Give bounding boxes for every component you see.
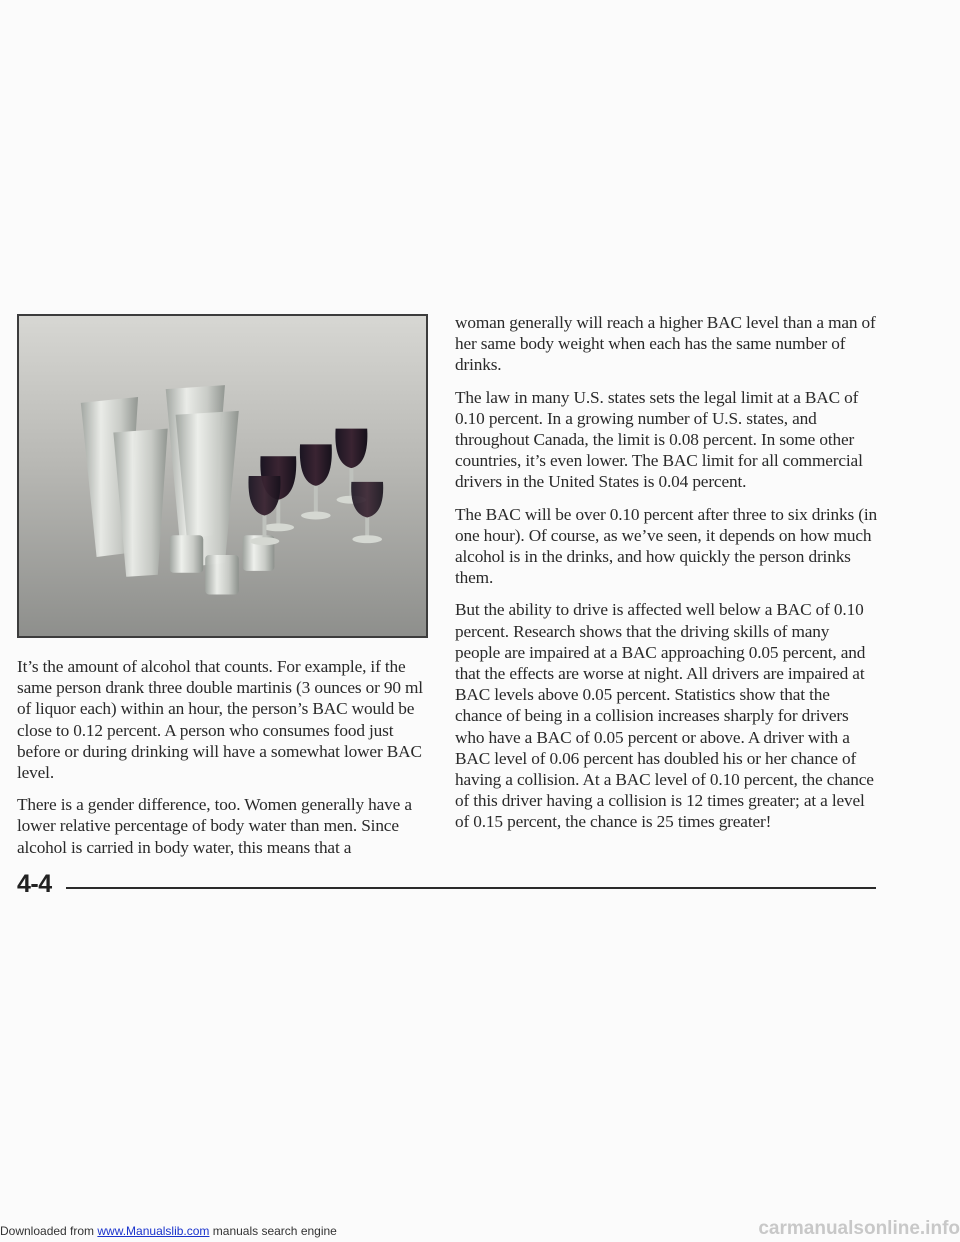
watermark: carmanualsonline.info [758,1218,960,1239]
paragraph: There is a gender difference, too. Women generally have a lower relative percentage of body water than men. Since alcohol is carried in body water, this means that a [17,795,412,857]
footer-rule [66,887,876,889]
download-prefix: Downloaded from [0,1224,98,1238]
paragraph: The BAC will be over 0.10 percent after three to six drinks (in one hour). Of course, as we’ve seen, it depends on how much alcohol is in the drinks, and how quickly the person drinks them. [455,504,877,588]
paragraph: The law in many U.S. states sets the legal limit at a BAC of 0.10 percent. In a growing number of U.S. states, and throughout Canada, the limit is 0.08 percent. In some other countries, it’s even lower. The BAC limit for all commercial drivers in the United States is 0.04 percent. [455,387,863,492]
page-number: 4-4 [17,870,52,898]
paragraph: woman generally will reach a higher BAC level than a man of her same body weight when each has the same number of drinks. [455,313,876,375]
download-bar [0,1224,337,1238]
right-column [455,312,877,844]
drinks-photo [17,314,428,638]
paragraph: But the ability to drive is affected well below a BAC of 0.10 percent. Research shows that the driving skills of many people are impaired at a BAC approaching 0.05 percent, and that the effects are worse at night. All drivers are impaired at BAC levels above 0.05 percent. Statistics show that the chance of being in a collision increases sharply for drivers who have a BAC of 0.05 percent or above. A driver with a BAC level of 0.06 percent has doubled his or her chance of having a collision. At a BAC level of 0.10 percent, the chance of this driver having a collision is 12 times greater; at a level of 0.15 percent, the chance is 25 times greater! [455,600,874,832]
manualslib-link[interactable]: www.Manualslib.com [97,1224,210,1238]
left-column [17,656,429,869]
drinks-illustration [19,316,426,636]
download-suffix: manuals search engine [209,1224,337,1238]
paragraph: It’s the amount of alcohol that counts. For example, if the same person drank three double martinis (3 ounces or 90 ml of liquor each) within an hour, the person’s BAC would be close to 0.12 percent. A person who consumes food just before or during drinking will have a somewhat lower BAC level. [17,657,423,783]
